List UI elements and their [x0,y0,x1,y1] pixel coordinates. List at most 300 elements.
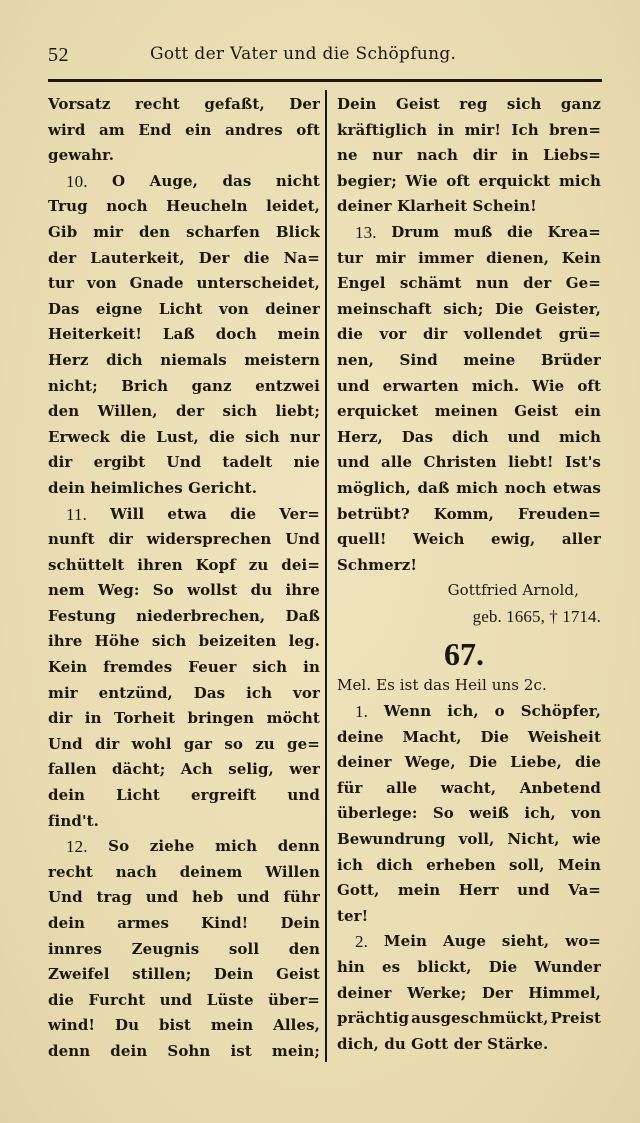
word: innres [48,939,103,958]
word: Kein [561,248,601,267]
word: führ [283,888,320,907]
word: Weg: [97,581,140,600]
word: wind! [48,1016,96,1035]
word: hin [337,958,365,976]
word: bringen [187,709,255,728]
word: alle [381,453,413,472]
word: schüttelt [48,555,125,574]
text-line [337,502,601,528]
word: mein; [271,1041,320,1060]
word: soll, [508,855,545,874]
text-line [48,783,320,809]
word: mein [397,881,441,900]
word: Wunder [534,958,601,976]
word: dich [452,427,489,446]
word: unterscheidet, [196,274,320,293]
word: von [571,804,601,823]
word: nicht [275,171,320,190]
word: vor [293,683,320,702]
word: nie [293,453,320,472]
word: niederbrechen, [136,606,266,625]
word: widersprechen [146,530,272,549]
word: dächt; [112,760,166,779]
word: gar [183,734,213,753]
word: Die [488,958,518,976]
text-line [337,322,601,348]
word: die [48,990,75,1009]
word: Das [48,299,80,318]
word: Erweck [48,427,110,446]
word: dir [472,146,498,165]
word: vollendet [463,325,543,344]
word: oft [446,171,470,190]
word: es [381,958,401,976]
word: Sind [399,350,438,369]
text-line [48,118,320,144]
word: Auge [442,932,486,951]
text-line [337,118,601,144]
word: Gib [48,222,78,241]
word: Engel [337,274,386,293]
word: erwarten [382,376,459,395]
word: Brich [121,376,169,395]
word: der [523,274,552,293]
word: deiner [337,983,392,1002]
text-line [337,297,601,323]
word: beizeiten [198,632,277,651]
right-column [337,92,601,1057]
word: grü= [558,325,601,344]
word: Schöpfer, [520,702,601,721]
word: und [159,990,193,1009]
word: selig, [228,760,274,779]
verse-start-line [48,502,320,528]
word: die [337,325,364,344]
word: So [108,837,130,856]
word: Feuer [188,658,237,677]
verse-number: 11. [66,504,87,524]
word: Lüste [206,990,254,1009]
hymn-number: 67. [444,636,484,673]
word: Ge= [565,274,601,293]
word: Herz [48,350,89,369]
word: Wie [532,376,565,395]
word: Ich [511,120,539,139]
word: dir [48,709,73,728]
word: stillen; [132,965,192,984]
word: Kind! [201,914,249,932]
word: ne [337,146,358,165]
word: dienen, [486,248,550,267]
word: für [337,778,363,797]
word: die [208,427,236,446]
word: ganz [191,376,232,395]
word: Licht [116,786,160,805]
text-line [48,553,320,579]
word: erquickt [478,171,551,190]
word: die [507,222,534,241]
word: ist [230,1041,252,1060]
word: und [237,888,270,907]
word: trag [96,888,132,907]
word: prächtig [337,1009,410,1028]
word: dir [422,325,448,344]
word: am [98,120,125,139]
word: leidet, [266,197,320,216]
word: mich [558,171,601,190]
word: Gnade [129,274,184,293]
word: aller [561,530,601,549]
word: denn [277,837,320,856]
word: daß [417,478,450,497]
word: ergreift [190,786,257,805]
word: denn [48,1041,91,1060]
word: Furcht [88,990,146,1009]
word: entzwei [255,376,320,395]
running-title: Gott der Vater und die Schöpfung. [150,44,457,64]
author-dates: geb. 1665, † 1714. [472,606,601,626]
word: der [48,248,77,267]
word: heb [192,888,224,907]
text-line [48,937,320,963]
word: mich [558,427,601,446]
word: liebt; [275,402,320,421]
word: niemals [160,350,227,369]
word: Ach [180,760,213,779]
text-line [48,374,320,400]
word: die [243,248,270,267]
text-line [48,348,320,374]
text-line [337,450,601,476]
word: Trug [48,197,88,216]
word: und [145,888,179,907]
text-line [48,629,320,655]
word: kräftiglich [337,120,428,139]
word: wohl [131,734,172,753]
text-line [48,220,320,246]
word: Herr [458,881,499,900]
word: Herz, [337,427,383,446]
word: mein [210,1016,254,1035]
word: Komm, [433,504,494,523]
word: mich. [471,376,520,395]
text-line [48,527,320,553]
word: Dein [213,965,254,984]
text-line [337,271,601,297]
text-line [48,681,320,707]
word: leg. [288,632,320,651]
word: ge= [287,734,320,753]
text-line [48,885,320,911]
text-line [48,425,320,451]
word: möcht [266,709,320,728]
text-line [48,194,320,220]
word: erquicket [337,402,419,421]
word: Va= [568,881,601,900]
melody-indication: Mel. Es ist das Heil uns 2c. [337,676,547,695]
word: dir [48,453,73,472]
word: noch [504,478,547,497]
column-divider [325,90,327,1062]
word: Zeugnis [131,939,200,958]
word: nach [416,146,458,165]
word: Und [166,453,202,472]
word: Himmel, [528,983,601,1002]
word: in [511,146,529,165]
word: dein [110,1041,148,1060]
text-line [337,981,601,1007]
left-column [48,92,320,1065]
word: den [48,402,80,421]
word: und [337,453,370,472]
word: Wenn [383,702,432,721]
word: Gott, [337,881,380,900]
word: Geist [514,402,559,421]
word: Na= [283,248,320,267]
word: Weich [413,530,465,549]
word: und [337,376,370,395]
word: meine [463,350,516,369]
word: Die [495,299,524,318]
text-line [337,476,601,502]
word: Kein [48,658,88,677]
word: Lust, [156,427,199,446]
verse-start-line [337,929,601,955]
word: sich; [443,299,484,318]
word: recht [48,862,93,881]
text-line [337,92,601,118]
word: blickt, [417,958,472,976]
word: Das [401,427,434,446]
word: sich [222,402,258,421]
word: Licht [158,299,203,318]
word: Christen [423,453,497,472]
word: oft [296,120,320,139]
verse-number: 2. [355,932,368,952]
word: mir! [464,120,502,139]
text-line [337,425,601,451]
word: oft [577,376,601,395]
word: dei= [281,555,320,574]
word: wird [48,120,86,139]
word: du [250,581,273,600]
word: dir [94,734,120,753]
word: eigne [95,299,143,318]
word: von [218,299,249,318]
word: mich [215,837,258,856]
text-line [337,143,601,169]
text-line: Schmerz! [337,555,418,574]
word: der [175,402,205,421]
word: tur [48,274,75,293]
word: immer [418,248,474,267]
word: ziehe [149,837,195,856]
word: ausgeschmückt, [411,1009,549,1028]
word: zu [248,555,269,574]
verse-start-line [48,169,320,195]
word: Mein [557,855,601,874]
verse-number: 13. [355,222,377,242]
word: in [84,709,102,728]
text-line [337,348,601,374]
word: Ist's [565,453,601,472]
text-line [48,911,320,937]
word: Geist [276,965,320,984]
word: meinen [434,402,498,421]
word: Anbetend [519,778,601,797]
word: wacht, [440,778,497,797]
word: betrübt? [337,504,410,523]
word: ich [337,855,364,874]
word: Die [480,727,509,746]
word: Geist [395,95,440,113]
word: ewig, [491,530,536,549]
word: den [288,939,320,958]
word: ich [246,683,273,702]
word: ergibt [93,453,146,472]
word: Höhe [94,632,140,651]
word: Heucheln [166,197,248,216]
word: das [222,171,252,190]
word: den [138,222,171,241]
word: muß [453,222,493,241]
word: Geister, [535,299,601,318]
word: Heiterkeit! [48,325,143,344]
text-line [337,955,601,981]
word: deiner [337,753,392,772]
word: wollst [187,581,238,600]
word: mein [277,325,320,344]
text-line [48,1039,320,1065]
word: Zweifel [48,965,110,984]
word: andres [225,120,283,139]
text-line: deiner Klarheit Schein! [337,197,537,216]
word: armes [117,914,170,932]
word: die [574,753,601,772]
text-line [48,988,320,1014]
word: Der [481,983,513,1002]
word: tur [337,248,364,267]
text-line [48,962,320,988]
text-line: find't. [48,811,99,830]
word: Und [285,530,320,549]
word: bren= [549,120,601,139]
word: Und [48,734,83,753]
word: ein [574,402,601,421]
verse-start-line [48,834,320,860]
word: Mein [383,932,428,951]
word: doch [215,325,257,344]
word: Du [114,1016,140,1035]
word: mir [48,683,78,702]
text-line [337,169,601,195]
word: die [120,427,147,446]
text-line [48,399,320,425]
word: etwas [552,478,601,497]
word: Drum [391,222,440,241]
word: nun [475,274,509,293]
text-line: ter! [337,906,369,925]
word: und [517,881,550,900]
word: in [437,120,455,139]
word: tadelt [222,453,273,472]
word: die [230,504,257,523]
word: Der [198,248,230,267]
word: sich [245,427,280,446]
word: vor [379,325,407,344]
text-line [337,527,601,553]
word: deiner [265,299,320,318]
word: nen, [337,350,374,369]
word: ich, [524,804,556,823]
word: schämt [399,274,462,293]
word: bist [158,1016,191,1035]
word: Willen, [97,402,158,421]
word: Nicht, [507,830,560,849]
word: zu [255,734,275,753]
word: Laß [162,325,195,344]
word: alle [386,778,418,797]
text-line [48,271,320,297]
word: End [138,120,172,139]
word: etwa [167,504,207,523]
right-column-text [337,92,601,578]
word: noch [106,197,148,216]
word: Daß [285,606,320,625]
word: möglich, [337,478,411,497]
word: Wege, [404,753,456,772]
text-line [337,246,601,272]
word: dein [48,914,86,932]
text-line [337,801,601,827]
word: Dein [280,914,320,932]
word: Weisheit [527,727,601,746]
text-line [48,92,320,118]
word: erheben [426,855,496,874]
author-name: Gottfried Arnold, [447,581,579,600]
text-line [48,578,320,604]
word: So [432,804,454,823]
page-number: 52 [48,44,69,66]
word: sieht, [501,932,550,951]
word: nur [289,427,320,446]
word: über= [268,990,320,1009]
text-line [48,706,320,732]
text-line [48,757,320,783]
word: weiß [469,804,510,823]
text-line [48,732,320,758]
word: Ver= [279,504,320,523]
text-line [337,878,601,904]
word: fallen [48,760,97,779]
word: ganz [560,95,601,113]
word: scharfen [186,222,260,241]
word: dich [376,855,413,874]
word: voll, [458,830,495,849]
word: nach [115,862,157,881]
verse-number: 1. [355,702,368,722]
word: Willen [265,862,320,881]
text-line [337,853,601,879]
word: Der [289,95,320,113]
header-rule [48,79,602,82]
word: ihren [137,555,183,574]
text-line [48,860,320,886]
word: nunft [48,530,95,549]
word: Liebs= [543,146,601,165]
text-line: dein heimliches Gericht. [48,478,258,497]
word: liebt! [508,453,554,472]
